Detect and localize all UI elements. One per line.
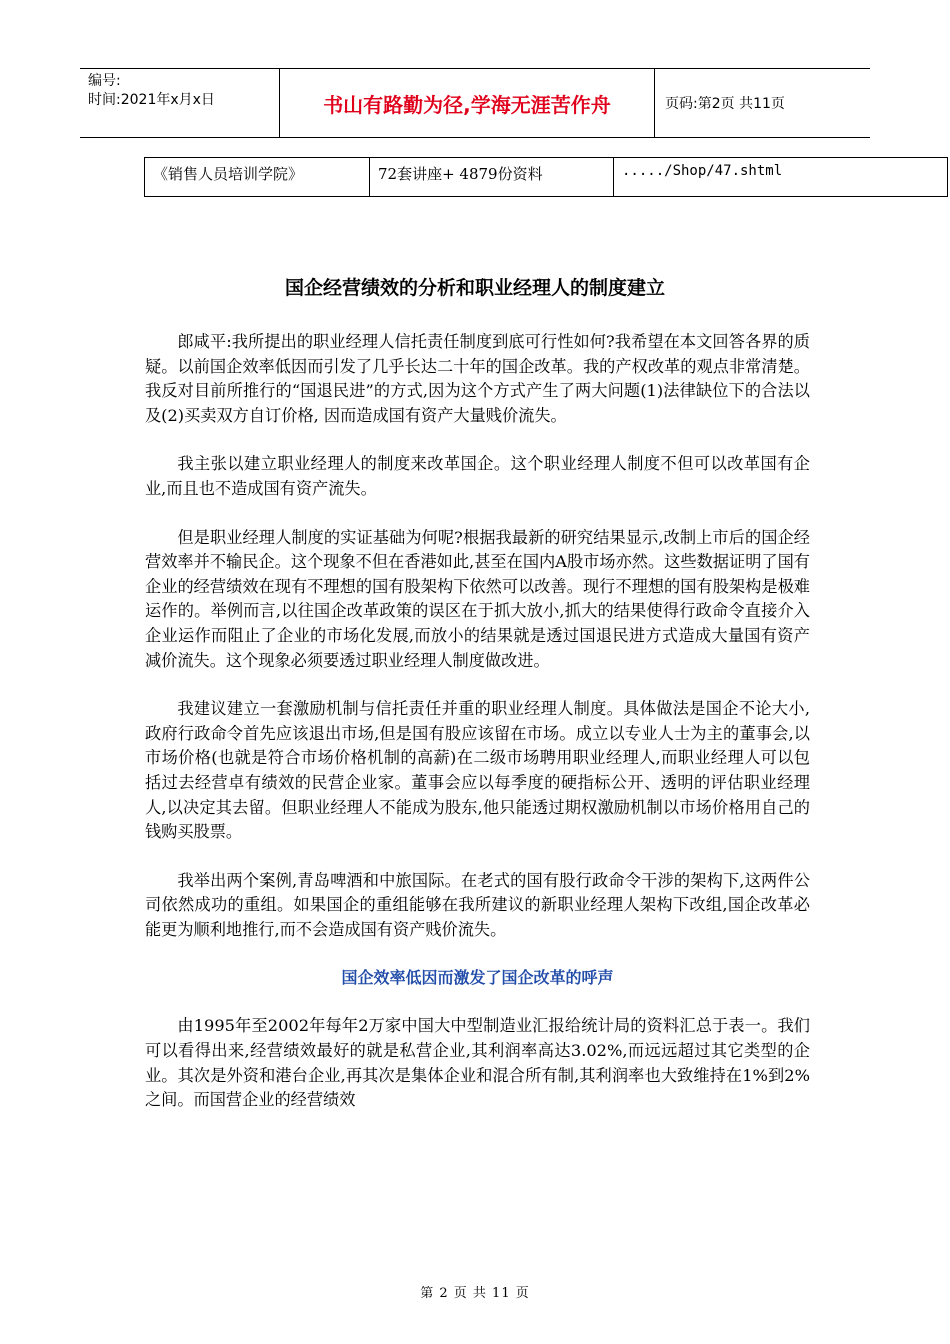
resource-table-cell-1: 《销售人员培训学院》 (145, 158, 370, 196)
time-label: 时间:2021年x月x日 (88, 92, 215, 108)
number-label: 编号: (88, 73, 121, 89)
resource-table-cell-2: 72套讲座+ 4879份资料 (370, 158, 614, 196)
paragraph: 郎咸平:我所提出的职业经理人信托责任制度到底可行性如何?我希望在本文回答各界的质疑。以前国企效率低因而引发了几乎长达二十年的国企改革。我的产权改革的观点非常清楚。我反对目前所推行的“国退民进”的方式,因为这个方式产生了两大问题(1)法律缺位下的合法以及(2)买卖双方自订价格, 因而造成国有资产大量贱价流失。 (145, 332, 810, 425)
resource-table-cell-3[interactable]: ...../Shop/47.shtml (622, 163, 783, 179)
header-page-info: 页码:第2页 共11页 (665, 96, 785, 112)
page-footer: 第 2 页 共 11 页 (420, 1286, 530, 1301)
paragraph: 由1995年至2002年每年2万家中国大中型制造业汇报给统计局的资料汇总于表一。我们可以看得出来,经营绩效最好的就是私营企业,其利润率高达3.02%,而远远超过其它类型的企业。其次是外资和港台企业,再其次是集体企业和混合所有制,其利润率也大致维持在1%到2%之间。而国营企业的经营绩效 (145, 1016, 810, 1110)
paragraph: 我举出两个案例,青岛啤酒和中旅国际。在老式的国有股行政命令干涉的架构下,这两件公司依然成功的重组。如果国企的重组能够在我所建议的新职业经理人架构下改组,国企改革必能更为顺利地推行,而不会造成国有资产贱价流失。 (145, 870, 810, 939)
paragraph: 我建议建立一套激励机制与信托责任并重的职业经理人制度。具体做法是国企不论大小,政府行政命令首先应该退出市场,但是国有股应该留在市场。成立以专业人士为主的董事会,以市场价格(也就是符合市场价格机制的高薪)在二级市场聘用职业经理人,而职业经理人可以包括过去经营卓有绩效的民营企业家。董事会应以每季度的硬指标公开、透明的评估职业经理人,以决定其去留。但职业经理人不能成为股东,他只能透过期权激励机制以市场价格用自己的钱购买股票。 (145, 699, 810, 842)
header-motto: 书山有路勤为径,学海无涯苦作舟 (280, 69, 655, 137)
document-body (145, 330, 810, 1137)
page-header (80, 68, 870, 138)
resource-table (144, 157, 948, 197)
paragraph: 但是职业经理人制度的实证基础为何呢?根据我最新的研究结果显示,改制上市后的国企经营效率并不输民企。这个现象不但在香港如此,甚至在国内A股市场亦然。这些数据证明了国有企业的经营绩效在现有不理想的国有股架构下依然可以改善。现行不理想的国有股架构是极难运作的。举例而言,以往国企改革政策的误区在于抓大放小,抓大的结果使得行政命令直接介入企业运作而阻止了企业的市场化发展,而放小的结果就是透过国退民进方式造成大量国有资产减价流失。这个现象必须要透过职业经理人制度做改进。 (145, 527, 810, 670)
section-heading: 国企效率低因而激发了国企改革的呼声 (341, 968, 614, 988)
document-title: 国企经营绩效的分析和职业经理人的制度建立 (284, 277, 665, 299)
paragraph: 我主张以建立职业经理人的制度来改革国企。这个职业经理人制度不但可以改革国有企业,而且也不造成国有资产流失。 (145, 454, 810, 498)
header-meta (80, 69, 280, 137)
